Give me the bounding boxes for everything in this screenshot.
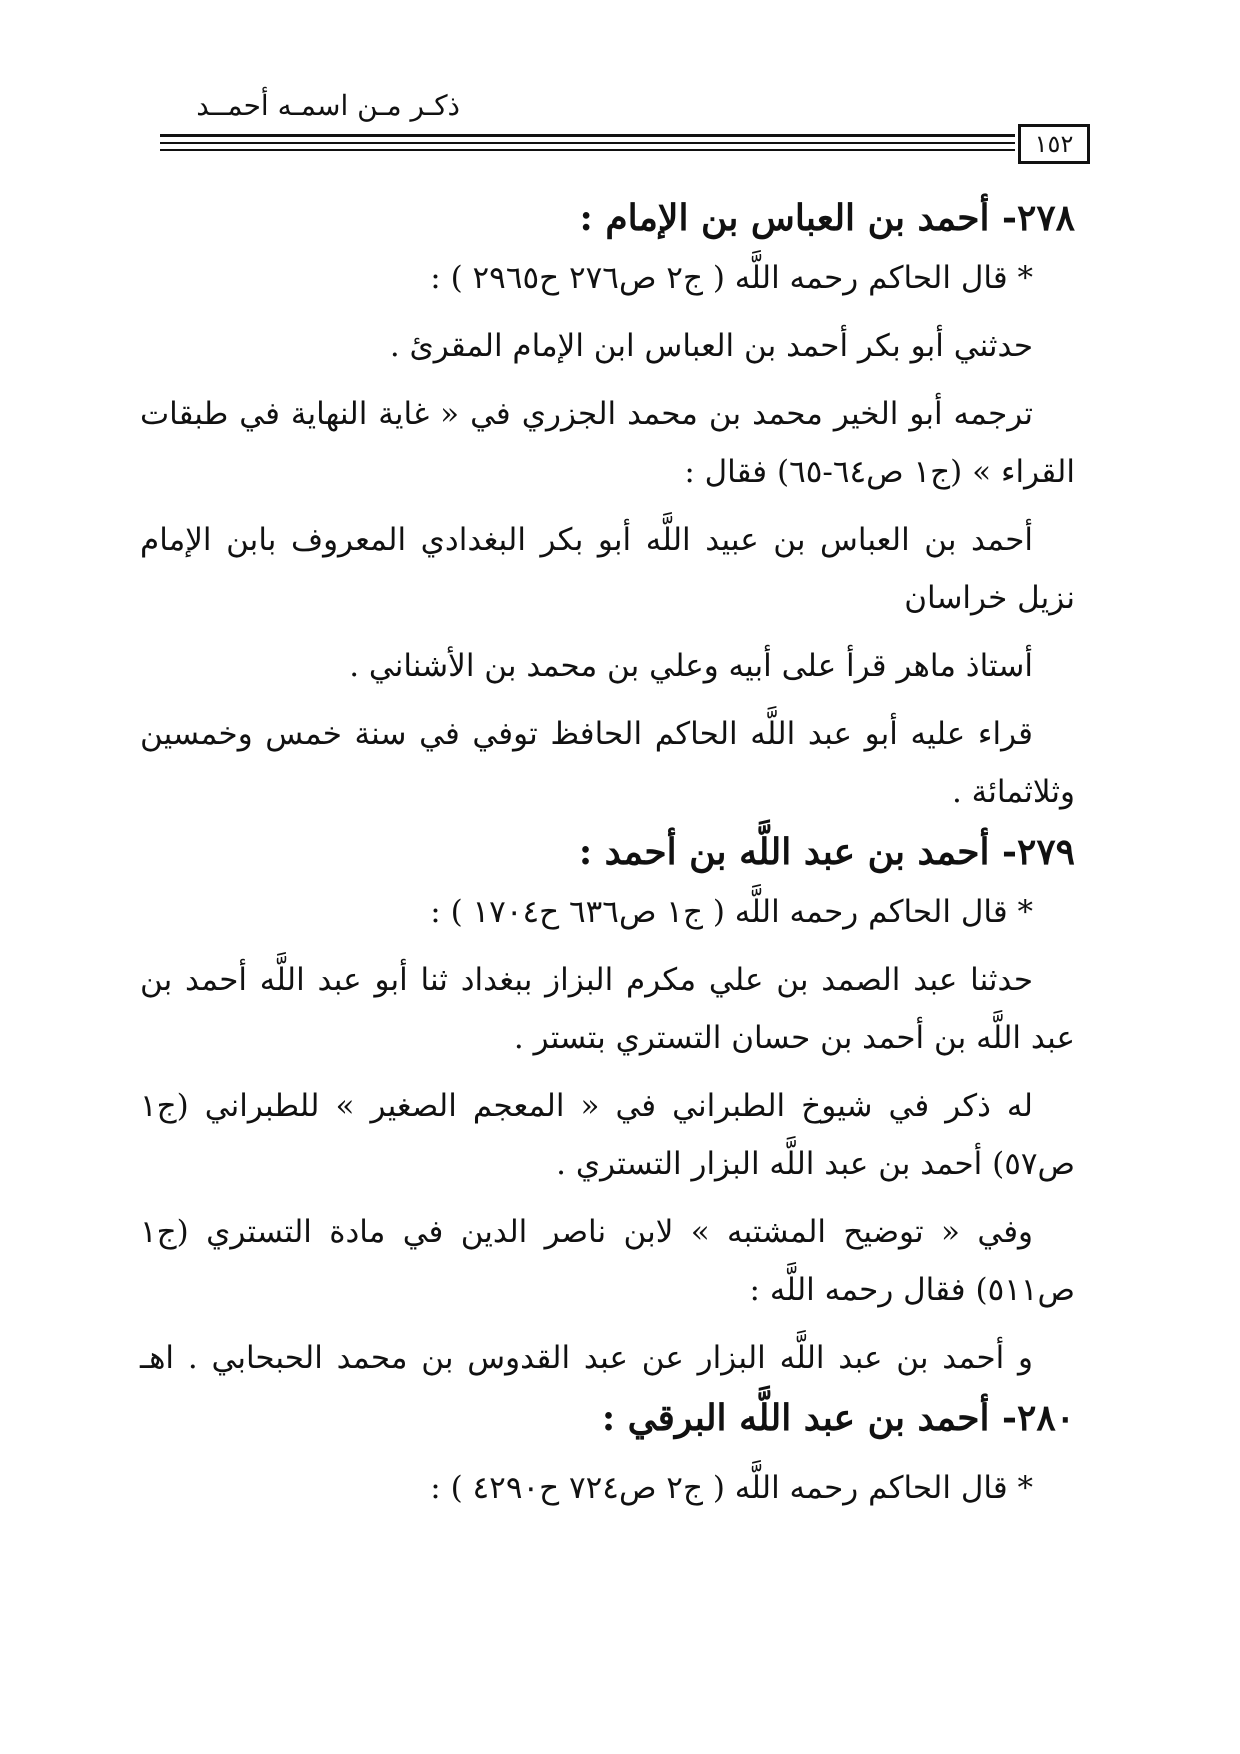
body-line: حدثني أبو بكر أحمد بن العباس ابن الإمام المقرئ . [389, 328, 1033, 364]
body-line: أحمد بن العباس بن عبيد اللَّه أبو بكر البغدادي المعروف بابن الإمام [140, 522, 1033, 558]
body-line: نزيل خراسان [904, 580, 1075, 616]
body-line: أستاذ ماهر قرأ على أبيه وعلي بن محمد بن الأشناني . [349, 648, 1033, 684]
header-rule [160, 142, 1015, 144]
body-line: ترجمه أبو الخير محمد بن محمد الجزري في « غاية النهاية في طبقات [140, 396, 1033, 432]
body-line: ص٥١١) فقال رحمه اللَّه : [749, 1272, 1075, 1308]
body-line: حدثنا عبد الصمد بن علي مكرم البزاز ببغداد ثنا أبو عبد اللَّه أحمد بن [140, 962, 1033, 998]
body-line: ص٥٧) أحمد بن عبد اللَّه البزار التستري . [556, 1146, 1075, 1182]
citation-line: * قال الحاكم رحمه اللَّه ( ج١ ص٦٣٦ ح١٧٠٤ ) : [430, 894, 1033, 930]
citation-line: * قال الحاكم رحمه اللَّه ( ج٢ ص٧٢٤ ح٤٢٩٠ ) : [430, 1470, 1033, 1506]
entry-heading: ٢٨٠- أحمد بن عبد اللَّه البرقي : [601, 1397, 1075, 1439]
body-line: وفي « توضيح المشتبه » لابن ناصر الدين في مادة التستري (ج١ [140, 1214, 1033, 1250]
body-line: القراء » (ج١ ص٦٤-٦٥) فقال : [684, 454, 1075, 490]
page-number: ١٥٢ [1018, 124, 1090, 164]
body-line: و أحمد بن عبد اللَّه البزار عن عبد القدوس بن محمد الحبحابي . اهـ [140, 1340, 1033, 1376]
running-header-title: ذكـر مـن اسمـه أحمــد [196, 89, 460, 122]
body-line: قراء عليه أبو عبد اللَّه الحاكم الحافظ توفي في سنة خمس وخمسين [140, 716, 1033, 752]
entry-heading: ٢٧٨- أحمد بن العباس بن الإمام : [579, 197, 1075, 239]
body-line: وثلاثمائة . [951, 774, 1075, 810]
page-body [140, 196, 1075, 1508]
citation-line: * قال الحاكم رحمه اللَّه ( ج٢ ص٢٧٦ ح٢٩٦٥ ) : [430, 260, 1033, 296]
header-rule [160, 134, 1015, 137]
header-rule [160, 149, 1015, 151]
entry-heading: ٢٧٩- أحمد بن عبد اللَّه بن أحمد : [578, 831, 1075, 873]
body-line: له ذكر في شيوخ الطبراني في « المعجم الصغير » للطبراني (ج١ [140, 1088, 1033, 1124]
body-line: عبد اللَّه بن أحمد بن حسان التستري بتستر . [513, 1020, 1075, 1056]
